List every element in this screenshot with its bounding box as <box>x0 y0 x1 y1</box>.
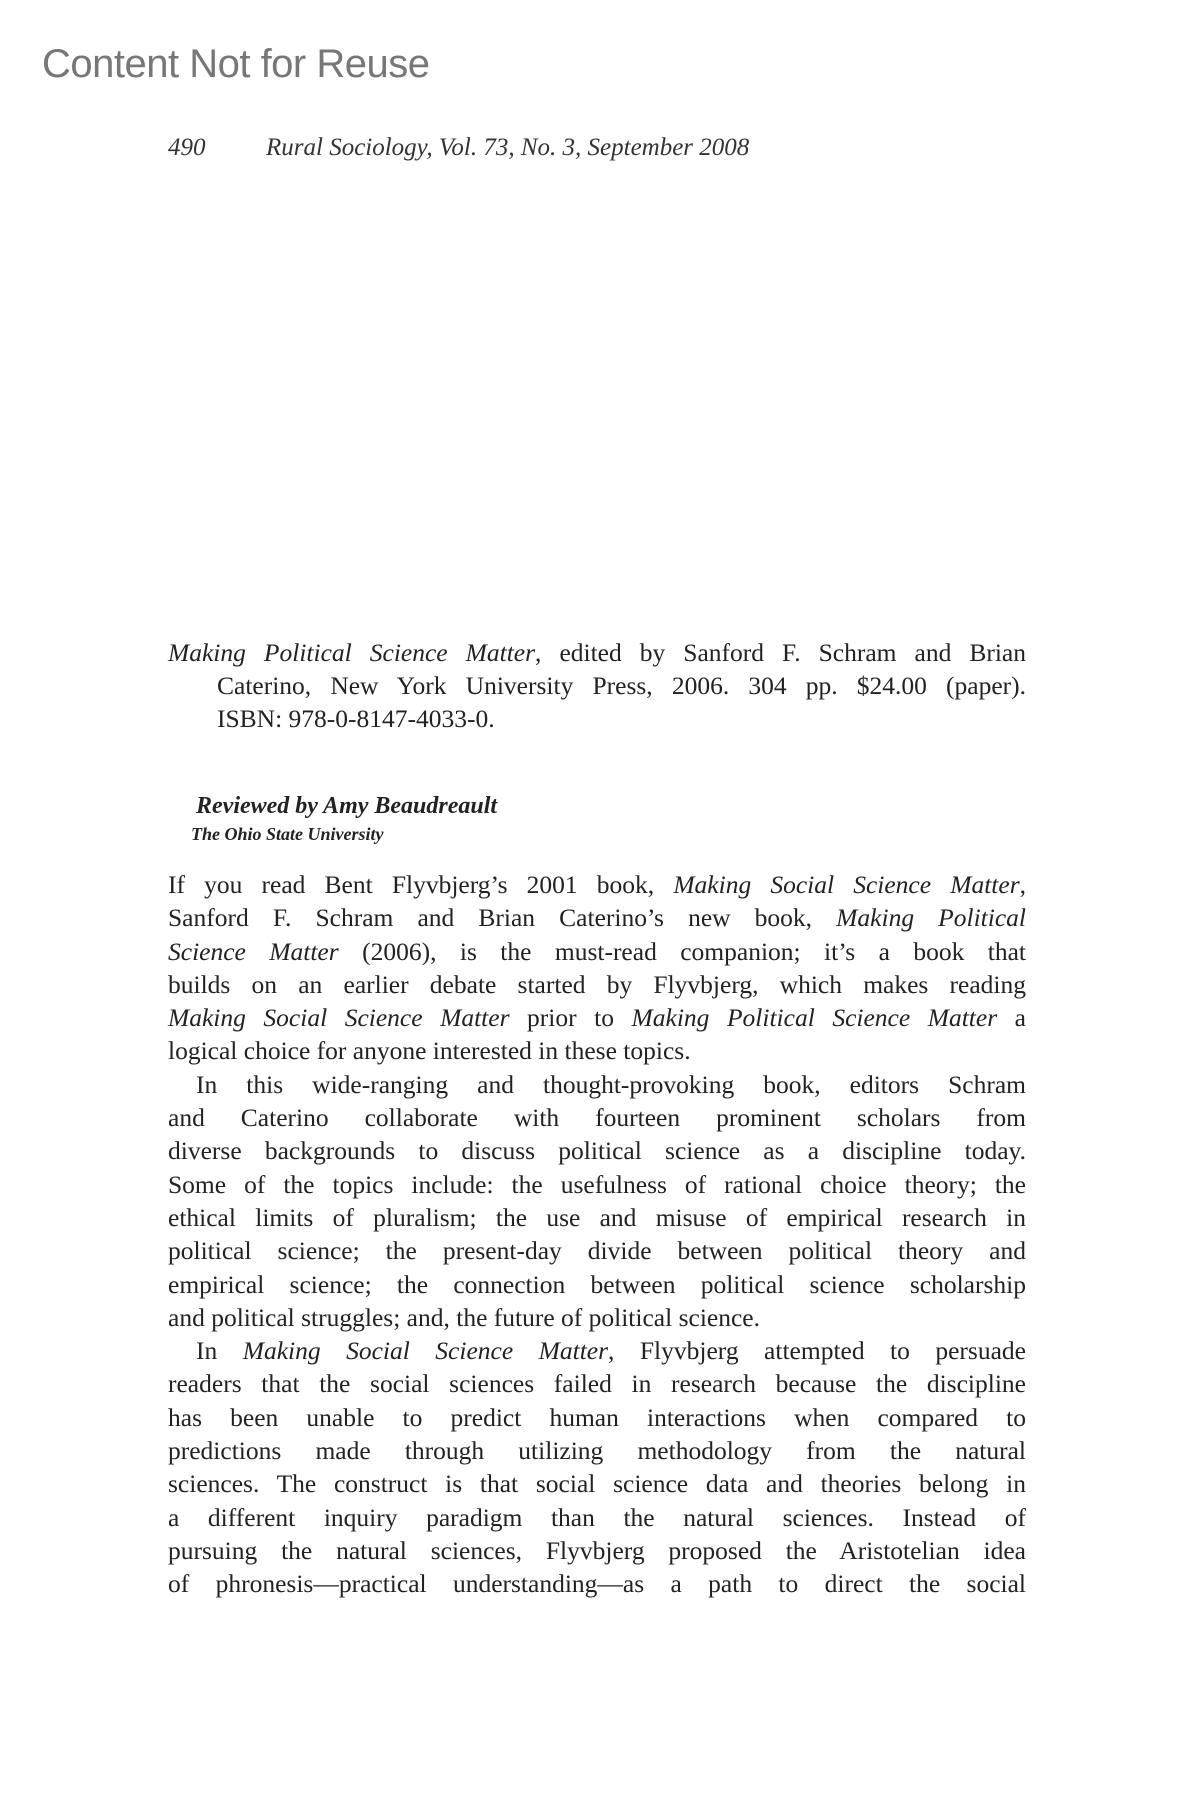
paragraph <box>168 868 1026 1068</box>
text-segment: ethical limits of pluralism; the use and misuse of empirical research in <box>168 1202 1026 1232</box>
text-line <box>168 636 1026 669</box>
text-segment: Sanford F. Schram and Brian Caterino’s new book, <box>168 903 837 933</box>
text-line <box>168 669 1026 702</box>
text-line <box>168 1034 1026 1067</box>
text-segment: Some of the topics include: the usefulness of rational choice theory; the <box>168 1169 1026 1199</box>
review-body <box>168 868 1026 1601</box>
italic-title: Making Social Science Matter <box>673 870 1020 899</box>
text-line <box>168 901 1026 934</box>
text-segment: prior to <box>509 1003 632 1033</box>
text-line <box>168 1168 1026 1201</box>
text-segment: empirical science; the connection between political science scholarship <box>168 1269 1026 1299</box>
text-segment: and Caterino collaborate with fourteen prominent scholars from <box>168 1103 1026 1133</box>
text-line <box>168 1201 1026 1234</box>
text-segment: If you read Bent Flyvbjerg’s 2001 book, <box>168 870 674 899</box>
text-line <box>168 1268 1026 1301</box>
text-segment: In this wide-ranging and thought-provoking book, editors Schram <box>196 1069 1026 1099</box>
page-number: 490 <box>168 134 206 161</box>
text-line <box>168 1068 1026 1101</box>
text-segment: of phronesis—practical understanding—as a path to direct the social <box>168 1569 1026 1599</box>
italic-title: Making Political <box>836 903 1026 933</box>
text-line <box>168 1567 1026 1600</box>
book-citation <box>168 636 1026 735</box>
text-line <box>168 1301 1026 1334</box>
reviewer-name: Reviewed by Amy Beaudreault <box>196 793 498 819</box>
text-line <box>168 1401 1026 1434</box>
italic-title: Science Matter <box>168 936 339 966</box>
text-line <box>168 1367 1026 1400</box>
text-segment: , <box>1019 870 1026 899</box>
text-segment: a different inquiry paradigm than the natural sciences. Instead of <box>168 1502 1026 1532</box>
text-segment: political science; the present-day divide between political theory and <box>168 1236 1026 1266</box>
text-line <box>168 968 1026 1001</box>
text-segment: and political struggles; and, the future of political science. <box>168 1302 760 1332</box>
text-segment: Caterino, New York University Press, 2006. 304 pp. $24.00 (paper). <box>217 671 1026 700</box>
text-segment: sciences. The construct is that social science data and theories belong in <box>168 1469 1026 1499</box>
text-line <box>168 1501 1026 1534</box>
text-line <box>168 1134 1026 1167</box>
italic-title: Making Social Science Matter <box>242 1336 609 1366</box>
text-line <box>168 868 1026 901</box>
italic-title: Making Political Science Matter <box>631 1003 998 1033</box>
italic-title: Making Political Science Matter <box>168 638 536 667</box>
text-line <box>168 1234 1026 1267</box>
text-line <box>168 702 1026 735</box>
text-line <box>168 1534 1026 1567</box>
text-segment: In <box>196 1336 243 1366</box>
paragraph <box>168 1334 1026 1600</box>
reviewer-affiliation: The Ohio State University <box>191 824 384 844</box>
text-segment: has been unable to predict human interactions when compared to <box>168 1402 1026 1432</box>
text-line <box>168 1434 1026 1467</box>
text-segment: pursuing the natural sciences, Flyvbjerg proposed the Aristotelian idea <box>168 1535 1026 1565</box>
watermark: Content Not for Reuse <box>42 42 430 86</box>
italic-title: Making Social Science Matter <box>168 1003 510 1033</box>
text-segment: a <box>997 1003 1026 1033</box>
text-segment: predictions made through utilizing methodology from the natural <box>168 1436 1026 1466</box>
journal-citation: Rural Sociology, Vol. 73, No. 3, September 2008 <box>266 134 750 161</box>
text-segment: ISBN: 978-0-8147-4033-0. <box>217 704 495 733</box>
text-line <box>168 1001 1026 1034</box>
text-segment: , edited by Sanford F. Schram and Brian <box>535 638 1026 667</box>
text-line <box>168 1334 1026 1367</box>
text-line <box>168 1101 1026 1134</box>
text-segment: , Flyvbjerg attempted to persuade <box>608 1336 1026 1366</box>
running-header <box>168 134 749 162</box>
paragraph <box>168 1068 1026 1334</box>
text-segment: builds on an earlier debate started by Flyvbjerg, which makes reading <box>168 969 1026 999</box>
text-segment: logical choice for anyone interested in these topics. <box>168 1036 691 1066</box>
text-segment: (2006), is the must-read companion; it’s a book that <box>338 936 1027 966</box>
text-segment: diverse backgrounds to discuss political science as a discipline today. <box>168 1136 1026 1166</box>
text-line <box>168 935 1026 968</box>
text-segment: readers that the social sciences failed in research because the discipline <box>168 1369 1026 1399</box>
text-line <box>168 1467 1026 1500</box>
